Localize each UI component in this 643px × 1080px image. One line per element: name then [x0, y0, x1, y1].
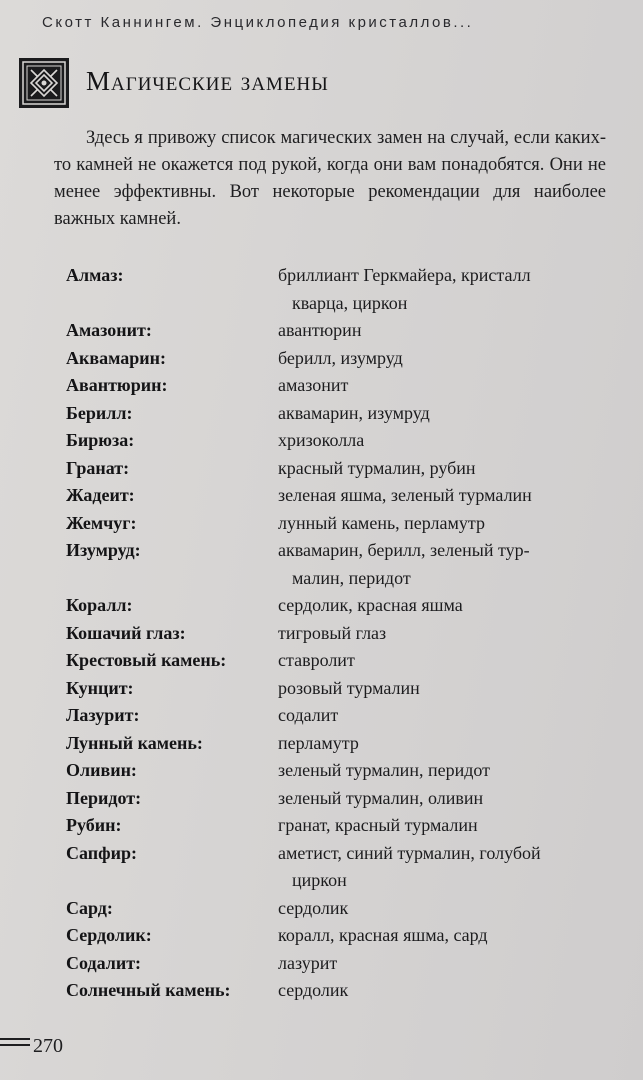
substitute-line: малин, перидот	[292, 567, 411, 588]
substitute-stones	[278, 702, 616, 730]
stone-name: Бирюза:	[66, 430, 135, 450]
substitutions-table	[66, 262, 616, 1005]
table-row	[66, 510, 616, 538]
substitute-line: розовый турмалин	[278, 677, 420, 698]
substitute-stones	[278, 785, 616, 813]
substitute-line: перламутр	[278, 732, 359, 753]
stone-name: Солнечный камень:	[66, 980, 231, 1000]
stone-name: Изумруд:	[66, 540, 141, 560]
substitute-stones	[278, 537, 616, 592]
table-row	[66, 895, 616, 923]
substitute-line: зеленый турмалин, оливин	[278, 787, 484, 808]
substitute-stones	[278, 482, 616, 510]
substitute-line: тигровый глаз	[278, 622, 387, 643]
substitute-stones	[278, 620, 616, 648]
substitute-line: лунный камень, перламутр	[278, 512, 485, 533]
running-header: Скотт Каннингем. Энциклопедия кристаллов...	[42, 14, 474, 31]
intro-paragraph	[54, 125, 606, 233]
substitute-stones	[278, 757, 616, 785]
table-row	[66, 427, 616, 455]
stone-name: Коралл:	[66, 595, 133, 615]
substitute-stones	[278, 262, 616, 317]
stone-name: Жадеит:	[66, 485, 135, 505]
substitute-line: сердолик, красная яшма	[278, 595, 463, 615]
stone-name: Кошачий глаз:	[66, 622, 186, 643]
substitute-stones	[278, 895, 616, 923]
stone-name: Амазонит:	[66, 320, 152, 340]
table-row	[66, 620, 616, 648]
substitute-stones	[278, 730, 616, 758]
substitute-stones	[278, 427, 616, 455]
stone-name: Лунный камень:	[66, 732, 203, 753]
substitute-line: лазурит	[278, 952, 338, 973]
substitute-stones	[278, 455, 616, 483]
table-row	[66, 840, 616, 895]
substitute-line: аквамарин, берилл, зеленый тур-	[278, 540, 530, 560]
stone-name: Аквамарин:	[66, 347, 166, 368]
stone-name: Перидот:	[66, 787, 142, 808]
substitute-stones	[278, 950, 616, 978]
intro-text: Здесь я привожу список магических замен на случай, если каких-то камней не окажется под рукой, когда они вам понадобятся. Они не менее эффективны. Вот некоторые рекомендации для наиболее важных камней.	[54, 128, 606, 229]
substitute-line: сердолик	[278, 980, 349, 1000]
stone-name: Оливин:	[66, 760, 137, 780]
substitute-line: коралл, красная яшма, сард	[278, 925, 488, 945]
stone-name: Авантюрин:	[66, 375, 168, 395]
table-row	[66, 400, 616, 428]
table-row	[66, 537, 616, 592]
table-row	[66, 317, 616, 345]
substitute-stones	[278, 922, 616, 950]
table-row	[66, 977, 616, 1005]
substitute-line: содалит	[278, 705, 339, 725]
table-row	[66, 950, 616, 978]
substitute-stones	[278, 977, 616, 1005]
table-row	[66, 345, 616, 373]
substitute-line: циркон	[292, 870, 347, 890]
stone-name: Лазурит:	[66, 705, 140, 725]
substitute-line: авантюрин	[278, 320, 362, 340]
square-knot-ornament-icon	[18, 57, 70, 109]
substitute-line: зеленый турмалин, перидот	[278, 760, 490, 780]
table-row	[66, 922, 616, 950]
table-row	[66, 592, 616, 620]
stone-name: Берилл:	[66, 402, 133, 423]
substitute-line: аквамарин, изумруд	[278, 402, 430, 423]
substitute-stones	[278, 372, 616, 400]
table-row	[66, 702, 616, 730]
table-row	[66, 757, 616, 785]
substitute-stones	[278, 510, 616, 538]
stone-name: Жемчуг:	[66, 512, 137, 533]
substitute-line: берилл, изумруд	[278, 347, 403, 368]
table-row	[66, 482, 616, 510]
stone-name: Гранат:	[66, 457, 130, 478]
substitute-line: зеленая яшма, зеленый турмалин	[278, 485, 532, 505]
substitute-stones	[278, 812, 616, 840]
substitute-line: аметист, синий турмалин, голубой	[278, 842, 541, 863]
table-row	[66, 647, 616, 675]
table-row	[66, 372, 616, 400]
substitute-line: красный турмалин, рубин	[278, 457, 476, 478]
substitute-stones	[278, 400, 616, 428]
substitute-line: хризоколла	[278, 430, 365, 450]
stone-name: Кунцит:	[66, 677, 134, 698]
table-row	[66, 730, 616, 758]
substitute-line: амазонит	[278, 375, 349, 395]
table-row	[66, 812, 616, 840]
substitute-line: гранат, красный турмалин	[278, 815, 478, 835]
stone-name: Сапфир:	[66, 842, 137, 863]
substitute-stones	[278, 317, 616, 345]
substitute-stones	[278, 592, 616, 620]
substitute-line: сердолик	[278, 897, 349, 918]
stone-name: Сард:	[66, 897, 113, 918]
table-row	[66, 262, 616, 317]
substitute-stones	[278, 345, 616, 373]
table-row	[66, 675, 616, 703]
substitute-stones	[278, 840, 616, 895]
substitute-stones	[278, 647, 616, 675]
table-row	[66, 455, 616, 483]
stone-name: Сердолик:	[66, 925, 152, 945]
substitute-stones	[278, 675, 616, 703]
substitute-line: кварца, циркон	[292, 292, 408, 313]
substitute-line: бриллиант Геркмайера, кристалл	[278, 265, 531, 285]
section-title: Магические замены	[86, 66, 329, 96]
stone-name: Рубин:	[66, 815, 122, 835]
page-number: 270	[33, 1035, 63, 1057]
stone-name: Крестовый камень:	[66, 650, 227, 670]
substitute-line: ставролит	[278, 650, 355, 670]
stone-name: Алмаз:	[66, 265, 124, 285]
stone-name: Содалит:	[66, 952, 142, 973]
table-row	[66, 785, 616, 813]
footer-rule	[0, 1038, 30, 1050]
